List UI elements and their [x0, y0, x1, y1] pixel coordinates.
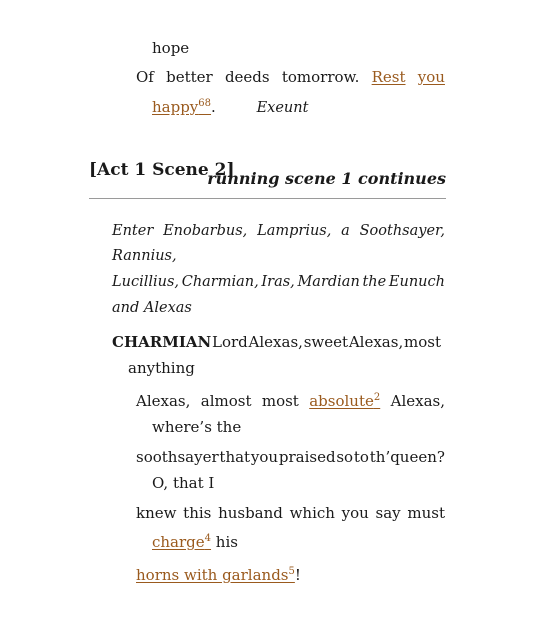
verse-word: better: [166, 68, 213, 86]
verse-word: deeds: [224, 68, 270, 86]
sd-word: Charmian,: [181, 274, 259, 290]
speech-word: this: [183, 504, 212, 522]
speech-word: to: [353, 448, 369, 466]
footnote-number: 2: [373, 392, 381, 403]
footnote-link-rest[interactable]: Rest: [371, 68, 406, 86]
speech-line-3: [136, 447, 445, 467]
speech-word: that: [219, 448, 251, 466]
speech-word: most: [404, 333, 441, 351]
speech-word: you: [250, 448, 279, 466]
punctuation: !: [294, 566, 301, 584]
sd-word: Soothsayer,: [359, 223, 445, 239]
verse-line-better-deeds: [136, 67, 445, 87]
speech-word: husband: [218, 504, 283, 522]
sd-word: a: [341, 223, 350, 239]
speech-word: must: [407, 504, 445, 522]
sd-word: the: [362, 274, 387, 290]
footnote-number: 4: [204, 533, 212, 544]
speech-line-2: [136, 391, 445, 411]
speech-word: Alexas,: [390, 392, 445, 410]
verse-word: tomorrow.: [281, 68, 360, 86]
footnote-number: 68: [198, 98, 212, 109]
footnote-number: 5: [288, 566, 295, 577]
speech-line-4: [136, 503, 445, 523]
link-text: charge: [152, 533, 205, 551]
speech-word: th’queen?: [369, 448, 445, 466]
speech-line-4-cont: [152, 532, 238, 552]
link-text: absolute: [309, 392, 374, 410]
act-scene-heading: [Act 1 Scene 2]: [89, 160, 235, 180]
speech-word: Alexas,: [248, 333, 303, 351]
verse-line-hope: [152, 38, 189, 58]
speech-word: Alexas,: [136, 392, 191, 410]
sd-word: Lucillius,: [112, 274, 180, 290]
speech-word: say: [375, 504, 401, 522]
speech-word: Alexas,: [348, 333, 404, 351]
sd-word: Iras,: [261, 274, 295, 290]
stage-direction-line-1: [112, 221, 445, 241]
footnote-link-absolute[interactable]: [309, 391, 380, 411]
link-text: horns with garlands: [136, 566, 289, 584]
speech-word: Lord: [211, 333, 248, 351]
speech-line-1-cont: anything: [128, 359, 195, 377]
speech-word: almost: [200, 392, 252, 410]
footnote-link-charge[interactable]: [152, 533, 211, 551]
stage-direction-line-3: [112, 272, 445, 292]
speech-word: most: [261, 392, 299, 410]
speech-word: praised: [278, 448, 336, 466]
speech-word: soothsayer: [136, 448, 219, 466]
speech-word: his: [211, 533, 238, 551]
verse-line-happy: [152, 97, 308, 118]
verse-text: hope: [152, 39, 190, 57]
verse-word: Of: [136, 68, 154, 86]
speech-word: sweet: [303, 333, 349, 351]
speech-line-3-cont: O, that I: [152, 474, 215, 492]
scene-note: running scene 1 continues: [207, 169, 446, 188]
footnote-link-horns[interactable]: [136, 566, 295, 584]
sd-word: Mardian: [297, 274, 360, 290]
sd-word: Eunuch: [388, 274, 445, 290]
sd-word: Enter: [112, 223, 154, 239]
footnote-link-you[interactable]: you: [417, 68, 445, 86]
speech-line-2-cont: where’s the: [152, 418, 242, 436]
sd-word: Lamprius,: [257, 223, 332, 239]
heading-divider: [89, 198, 446, 199]
speech-line-1: [112, 332, 441, 352]
speech-word: which: [289, 504, 335, 522]
speech-word: knew: [136, 504, 177, 522]
sd-word: Enobarbus,: [163, 223, 248, 239]
footnote-link-happy[interactable]: [152, 98, 211, 116]
link-text: happy: [152, 98, 199, 116]
stage-direction-line-4: and Alexas: [112, 300, 192, 316]
speech-word: you: [341, 504, 369, 522]
speaker-name: CHARMIAN: [112, 333, 212, 351]
stage-direction-line-2: Rannius,: [112, 248, 177, 264]
speech-line-5: [136, 565, 301, 585]
punctuation: .: [211, 98, 216, 116]
stage-direction-exeunt: Exeunt: [256, 100, 309, 116]
speech-word: so: [336, 448, 354, 466]
